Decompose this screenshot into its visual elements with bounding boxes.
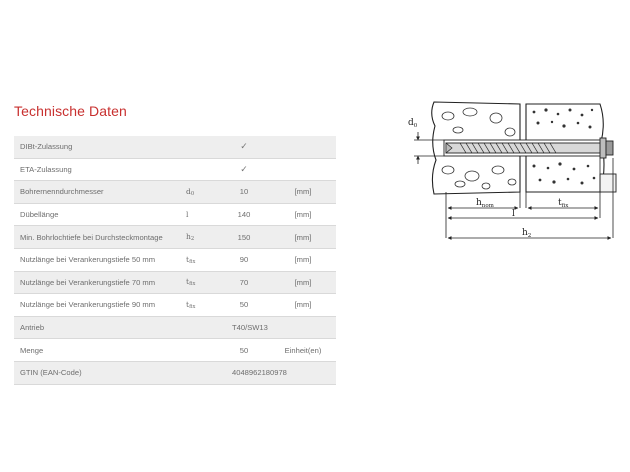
row-unit: [mm]: [270, 294, 336, 317]
table-row: [14, 271, 336, 294]
table-row: [14, 158, 336, 181]
row-label: Nutzlänge bei Verankerungstiefe 70 mm: [14, 271, 186, 294]
table-row: [14, 294, 336, 317]
row-value: 150: [218, 226, 270, 249]
row-unit: [mm]: [270, 226, 336, 249]
row-value: 140: [218, 203, 270, 226]
checkmark-icon: ✓: [218, 136, 270, 158]
table-row: [14, 136, 336, 158]
row-unit: [270, 136, 336, 158]
row-label: Menge: [14, 339, 186, 362]
row-symbol: [186, 158, 218, 181]
table-row: [14, 248, 336, 271]
l-label: l: [512, 209, 515, 219]
row-symbol: d0: [186, 181, 218, 204]
row-value: 70: [218, 271, 270, 294]
section-title: Technische Daten: [14, 103, 127, 119]
table-row: [14, 316, 336, 339]
row-symbol: tfix: [186, 248, 218, 271]
row-symbol: [186, 136, 218, 158]
row-value: 4048962180978: [186, 361, 336, 384]
table-row: [14, 181, 336, 204]
row-label: ETA-Zulassung: [14, 158, 186, 181]
row-label: Min. Bohrlochtiefe bei Durchsteckmontage: [14, 226, 186, 249]
row-unit: [mm]: [270, 203, 336, 226]
row-unit: [mm]: [270, 181, 336, 204]
row-unit: [mm]: [270, 248, 336, 271]
row-symbol: [186, 339, 218, 362]
row-label: GTIN (EAN-Code): [14, 361, 186, 384]
table-row: [14, 339, 336, 362]
row-label: Nutzlänge bei Verankerungstiefe 90 mm: [14, 294, 186, 317]
row-label: Dübellänge: [14, 203, 186, 226]
table-row: [14, 361, 336, 384]
h2-label: $h_2$: [522, 228, 532, 239]
row-value: 50: [218, 294, 270, 317]
row-symbol: tfix: [186, 294, 218, 317]
row-value: T40/SW13: [186, 316, 336, 339]
row-symbol: h2: [186, 226, 218, 249]
row-value: 90: [218, 248, 270, 271]
row-symbol: tfix: [186, 271, 218, 294]
row-unit: [270, 158, 336, 181]
d0-label: $d_0$: [408, 118, 418, 129]
row-label: Antrieb: [14, 316, 186, 339]
spec-table: [14, 136, 336, 385]
tfix-label: $t_{fix}$: [558, 198, 569, 209]
row-label: DIBt-Zulassung: [14, 136, 186, 158]
table-row: [14, 203, 336, 226]
row-label: Bohrernenndurchmesser: [14, 181, 186, 204]
hnom-label: $h_{nom}$: [476, 198, 494, 209]
row-symbol: l: [186, 203, 218, 226]
row-unit: Einheit(en): [270, 339, 336, 362]
row-unit: [mm]: [270, 271, 336, 294]
row-value: 50: [218, 339, 270, 362]
anchor-diagram: [400, 96, 618, 246]
table-row: [14, 226, 336, 249]
row-label: Nutzlänge bei Verankerungstiefe 50 mm: [14, 248, 186, 271]
checkmark-icon: ✓: [218, 158, 270, 181]
row-value: 10: [218, 181, 270, 204]
